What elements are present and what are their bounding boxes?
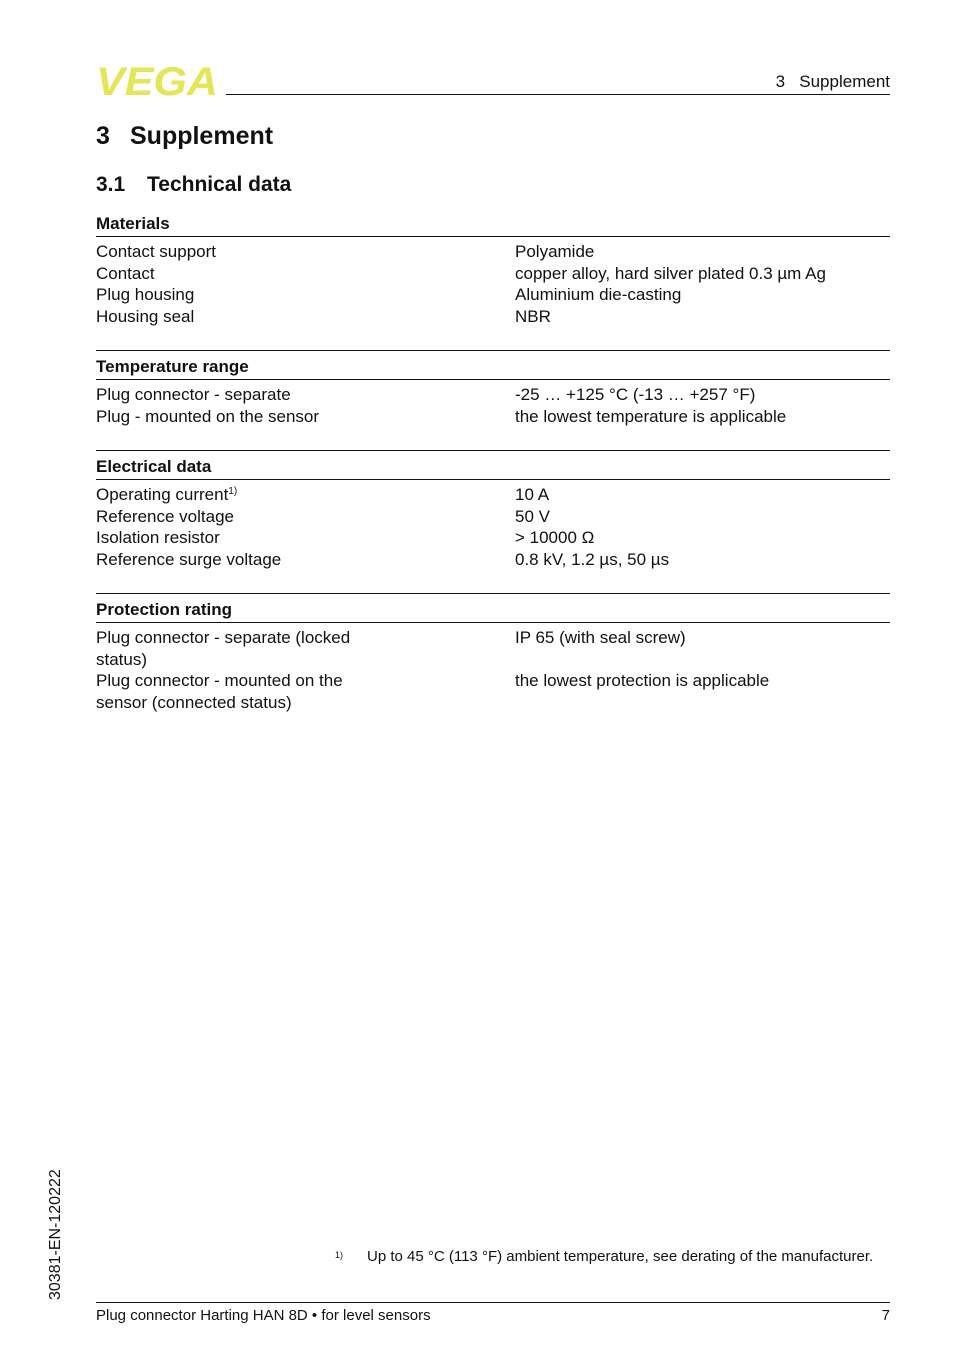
temperature-section [96, 350, 890, 427]
vega-logo [96, 64, 220, 98]
table-row [96, 670, 890, 713]
row-key: Isolation resistor [96, 528, 220, 547]
protection-section [96, 593, 890, 713]
row-value: IP 65 (with seal screw) [515, 628, 686, 647]
row-value: -25 … +125 °C (-13 … +257 °F) [515, 385, 756, 404]
footnote-text: Up to 45 °C (113 °F) ambient temperature, see derating of the manufacturer. [367, 1248, 874, 1265]
temperature-title: Temperature range [96, 350, 890, 380]
section-heading [96, 173, 291, 197]
chapter-number: 3 [96, 122, 110, 150]
materials-title: Materials [96, 208, 890, 237]
row-key [96, 627, 515, 670]
table-row [96, 384, 890, 406]
table-row [96, 627, 890, 670]
row-key-line: Plug connector - separate (locked [96, 628, 351, 647]
logo-text: VEGA [96, 64, 218, 98]
row-key: Housing seal [96, 306, 195, 326]
table-row [96, 527, 890, 549]
footer-title: Plug connector Harting HAN 8D • for level sensors [96, 1307, 431, 1324]
protection-title: Protection rating [96, 593, 890, 623]
row-key: Plug housing [96, 285, 195, 304]
table-row [96, 306, 890, 328]
row-value: 10 A [515, 485, 550, 504]
header-rule [226, 94, 890, 95]
row-value: > 10000 Ω [515, 528, 595, 547]
table-row [96, 241, 890, 263]
row-key-line: status) [96, 649, 148, 669]
row-key: Reference voltage [96, 506, 234, 526]
row-key-line: Plug connector - mounted on the [96, 671, 343, 690]
materials-section [96, 208, 890, 327]
table-row [96, 549, 890, 571]
page-number: 7 [881, 1307, 890, 1324]
chapter-heading [96, 122, 273, 151]
row-key [96, 484, 515, 506]
footnote-mark: 1) [335, 1250, 344, 1260]
table-row [96, 506, 890, 528]
row-key-line: sensor (connected status) [96, 692, 292, 712]
row-key: Plug - mounted on the sensor [96, 406, 320, 426]
row-value: Aluminium die-casting [515, 285, 682, 304]
document-code: 30381-EN-120222 [47, 1169, 64, 1300]
row-value: Polyamide [515, 242, 595, 261]
row-value: NBR [515, 306, 551, 326]
row-value: copper alloy, hard silver plated 0.3 µm Ag [515, 263, 826, 283]
row-value: 0.8 kV, 1.2 µs, 50 µs [515, 549, 670, 569]
row-key: Reference surge voltage [96, 549, 282, 569]
row-key: Contact [96, 263, 155, 283]
row-value: the lowest protection is applicable [515, 671, 770, 690]
electrical-section [96, 450, 890, 570]
row-key-text: Operating current [96, 485, 229, 504]
footnote-reference: 1) [228, 486, 238, 497]
row-value: 50 V [515, 506, 550, 526]
section-number: 3.1 [96, 173, 126, 196]
row-key [96, 670, 515, 713]
running-head: 3 Supplement [775, 72, 890, 91]
row-key: Contact support [96, 242, 217, 261]
table-row [96, 484, 890, 506]
table-row [96, 263, 890, 285]
chapter-title: Supplement [130, 122, 274, 150]
row-key: Plug connector - separate [96, 385, 291, 404]
footnote [335, 1248, 890, 1265]
section-title: Technical data [147, 173, 292, 196]
table-row [96, 284, 890, 306]
table-row [96, 406, 890, 428]
footer-rule [96, 1302, 890, 1303]
row-value: the lowest temperature is applicable [515, 406, 787, 426]
electrical-title: Electrical data [96, 450, 890, 480]
